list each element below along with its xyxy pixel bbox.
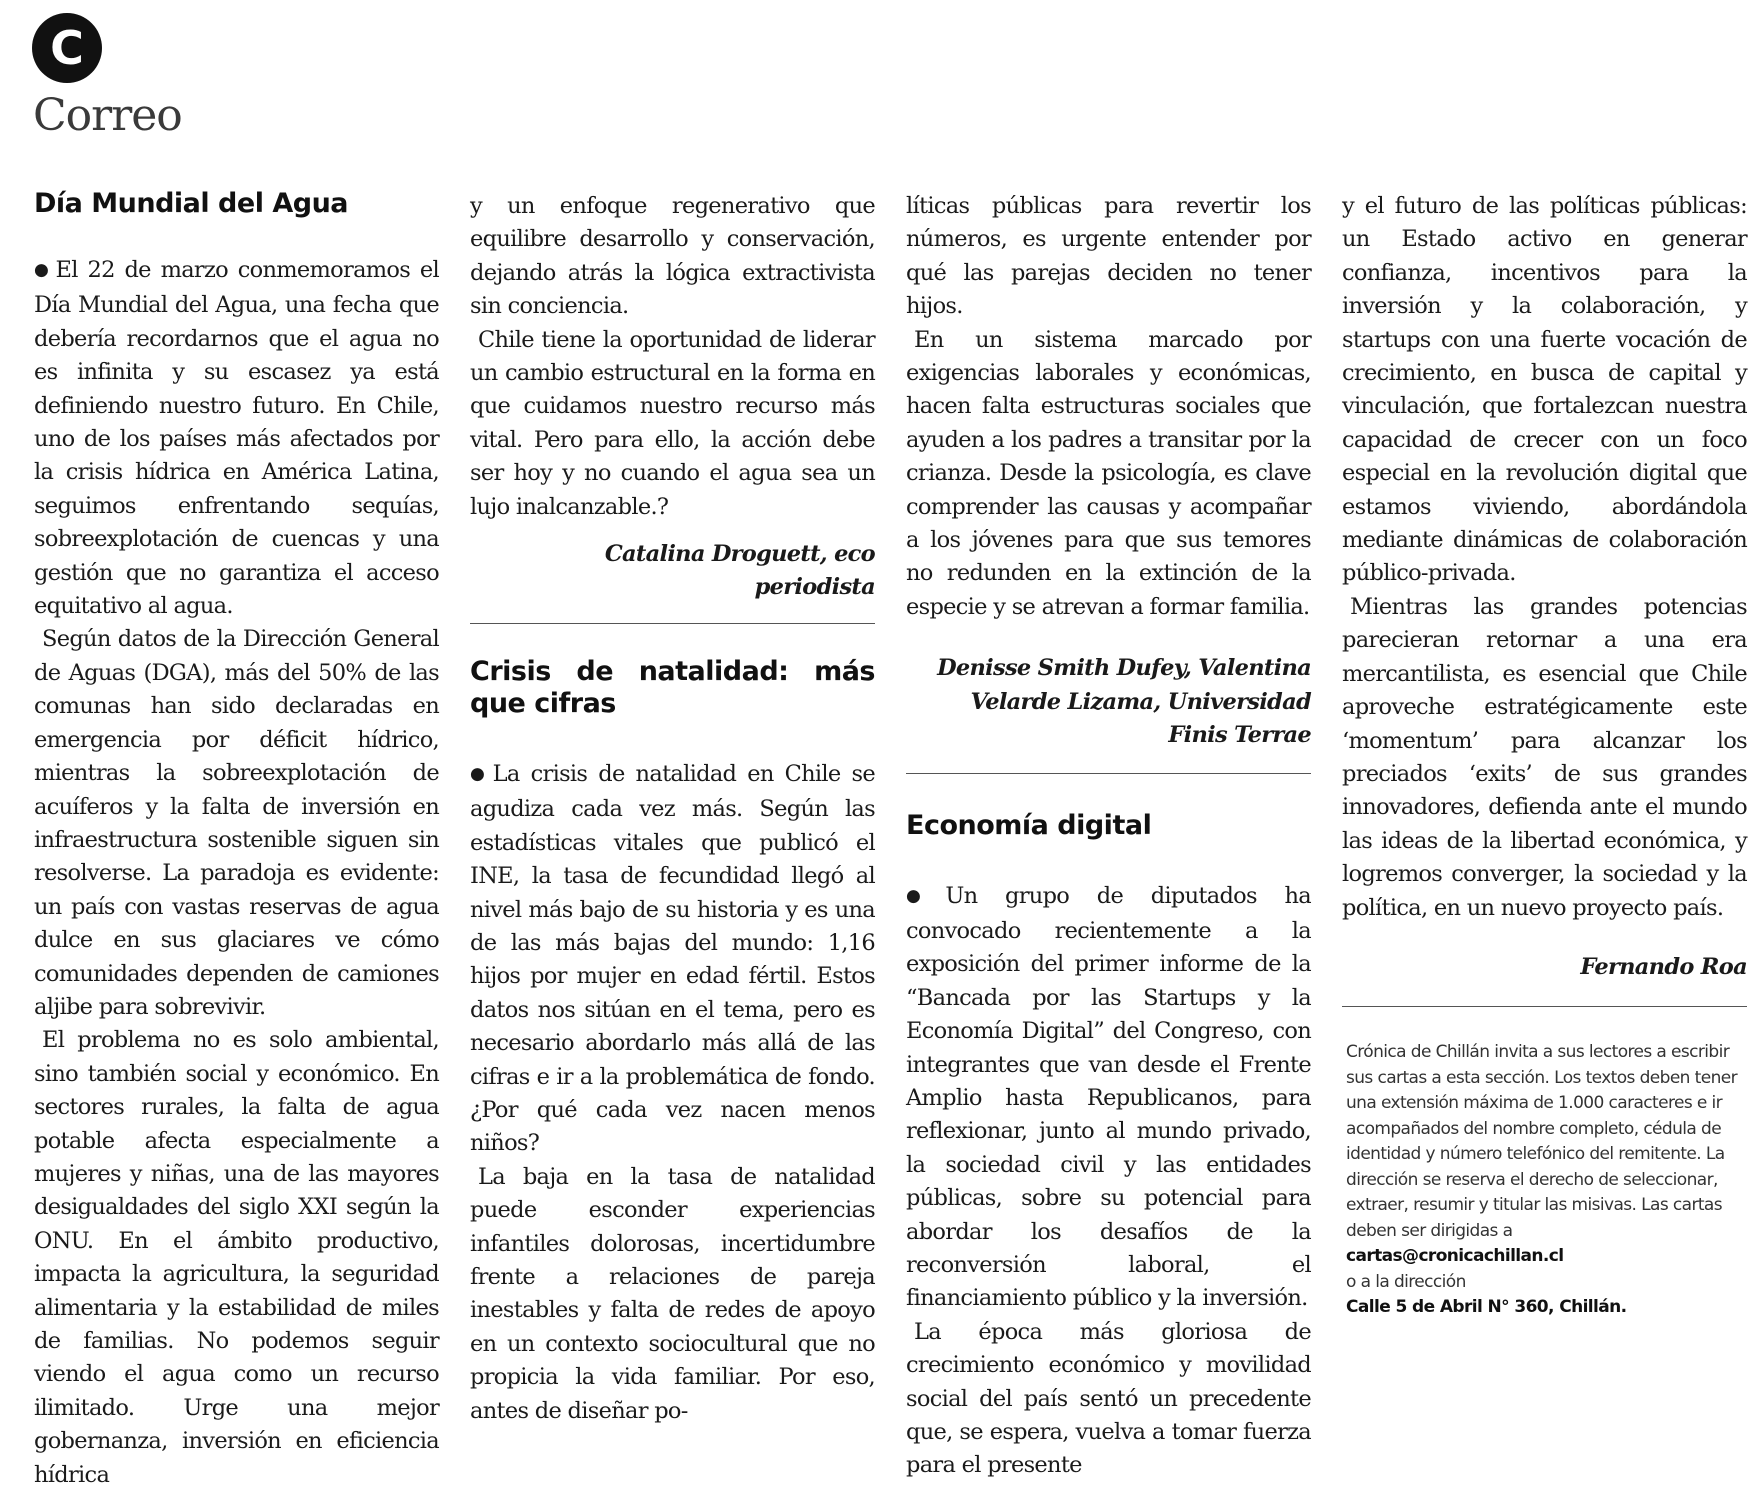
- letter-signature: Fernando Roa: [1580, 953, 1747, 980]
- column-1: [34, 190, 439, 1492]
- letter-title-natalidad: Crisis de natalidad: más que cifras: [470, 655, 875, 719]
- notice-or: o a la dirección: [1346, 1271, 1466, 1292]
- column-3: [906, 190, 1311, 1483]
- notice-address: Calle 5 de Abril N° 360, Chillán.: [1346, 1297, 1627, 1317]
- letter-paragraph: La época más gloriosa de crecimiento económico y movilidad social del país sentó un precedente que, se espera, vuelva a tomar fuerza para el presente: [906, 1318, 1311, 1479]
- letter-paragraph: ● Un grupo de diputados ha convocado recientemente a la exposición del primer informe de la “Bancada por las Startups y la Economía Digital” del Congreso, con integrantes que van desde el Frente Amplio hasta Republicanos, para reflexionar, junto al mundo privado, la sociedad civil y las entidades públicas, sobre su potencial para abordar los desafíos de la reconversión laboral, el financiamiento público y la inversión.: [906, 880, 1311, 1316]
- letter-paragraph: Chile tiene la oportunidad de liderar un cambio estructural en la forma en que cuidamos nuestro recurso más vital. Pero para ello, la acción debe ser hoy y no cuando el agua sea un lujo inalcanzable.?: [470, 326, 875, 520]
- letter-paragraph: y el futuro de las políticas públicas: un Estado activo en generar confianza, incentivos para la inversión y la colaboración, y startups con una fuerte vocación de crecimiento, en busca de capital y vinculación, que fortalezcan nuestra capacidad de crecer con un foco especial en la revolución digital que estamos viviendo, abordándola mediante dinámicas de colaboración público-privada.: [1342, 193, 1747, 587]
- letter-paragraph: líticas públicas para revertir los números, es urgente entender por qué las parejas deciden no tener hijos.: [906, 193, 1311, 320]
- notice-email[interactable]: cartas@cronicachillan.cl: [1346, 1246, 1564, 1266]
- letter-paragraph: ● La crisis de natalidad en Chile se agudiza cada vez más. Según las estadísticas vitales que publicó el INE, la tasa de fecundidad llegó al nivel más bajo de su historia y es una de las más bajas del mundo: 1,16 hijos por mujer en edad fértil. Estos datos nos sitúan en el tema, pero es necesario abordarlo más allá de las cifras e ir a la problemática de fondo. ¿Por qué cada vez nacen menos niños?: [470, 758, 875, 1161]
- bullet-icon: [906, 883, 945, 909]
- letter-signature: Denisse Smith Dufey, Valentina Velarde Lizama, Universidad Finis Terrae: [937, 655, 1311, 749]
- letter-paragraph: y un enfoque regenerativo que equilibre desarrollo y conservación, dejando atrás la lógica extractivista sin conciencia.: [470, 193, 875, 320]
- letter-title-agua: Día Mundial del Agua: [34, 188, 349, 219]
- letter-paragraph: ● El 22 de marzo conmemoramos el Día Mundial del Agua, una fecha que debería recordarnos que el agua no es infinita y su escasez ya está definiendo nuestro futuro. En Chile, uno de los países más afectados por la crisis hídrica en América Latina, seguimos enfrentando sequías, sobreexplotación de cuencas y una gestión que no garantiza el acceso equitativo al agua.: [34, 254, 439, 623]
- letter-paragraph: En un sistema marcado por exigencias laborales y económicas, hacen falta estructuras sociales que ayuden a los padres a transitar por la crianza. Desde la psicología, es clave comprender las causas y acompañar a los jóvenes para que sus temores no redunden en la extinción de la especie y se atrevan a formar familia.: [906, 326, 1311, 620]
- notice-text: Crónica de Chillán invita a sus lectores a escribir sus cartas a esta sección. Los textos deben tener una extensión máxima de 1.000 caracteres e ir acompañados del nombre completo, cédula de identidad y número telefónico del remitente. La dirección se reserva el derecho de seleccionar, extraer, resumir y titular las misivas. Las cartas deben ser dirigidas a: [1346, 1042, 1738, 1241]
- logo-badge: C: [32, 13, 102, 83]
- letter-paragraph: Según datos de la Dirección General de Aguas (DGA), más del 50% de las comunas han sido declaradas en emergencia por déficit hídrico, mientras la sobreexplotación de acuíferos y la falta de inversión en infraestructura sostenible siguen sin resolverse. La paradoja es evidente: un país con vastas reservas de agua dulce en sus glaciares ve cómo comunidades dependen de camiones aljibe para sobrevivir.: [34, 626, 439, 1020]
- bullet-icon: [470, 761, 493, 787]
- section-title: Correo: [33, 90, 182, 141]
- letter-paragraph: Mientras las grandes potencias parecieran retornar a una era mercantilista, es esencial que Chile aproveche estratégicamente este ‘momentum’ para alcanzar los preciados ‘exits’ de sus grandes innovadores, defienda ante el mundo las ideas de la libertad económica, y logremos converger, la sociedad y la política, en un nuevo proyecto país.: [1342, 593, 1747, 921]
- letter-paragraph: El problema no es solo ambiental, sino también social y económico. En sectores rurales, la falta de agua potable afecta especialmente a mujeres y niñas, una de las mayores desigualdades del siglo XXI según la ONU. En el ámbito productivo, impacta la agricultura, la seguridad alimentaria y la estabilidad de miles de familias. No podemos seguir viendo el agua como un recurso ilimitado. Urge una mejor gobernanza, inversión en eficiencia hídrica: [34, 1027, 439, 1488]
- bullet-icon: [34, 257, 55, 283]
- letter-title-economia: Economía digital: [906, 809, 1152, 841]
- divider: [906, 773, 1311, 774]
- letter-signature: Catalina Droguett, eco periodista: [604, 541, 875, 601]
- submission-notice: [1346, 1040, 1746, 1321]
- column-4: [1342, 190, 1747, 1007]
- column-2: [470, 190, 875, 1428]
- divider: [1342, 1006, 1747, 1007]
- divider: [470, 623, 875, 624]
- letter-paragraph: La baja en la tasa de natalidad puede esconder experiencias infantiles dolorosas, incertidumbre frente a relaciones de pareja inestables y falta de redes de apoyo en un contexto sociocultural que no propicia la vida familiar. Por eso, antes de diseñar po-: [470, 1163, 875, 1424]
